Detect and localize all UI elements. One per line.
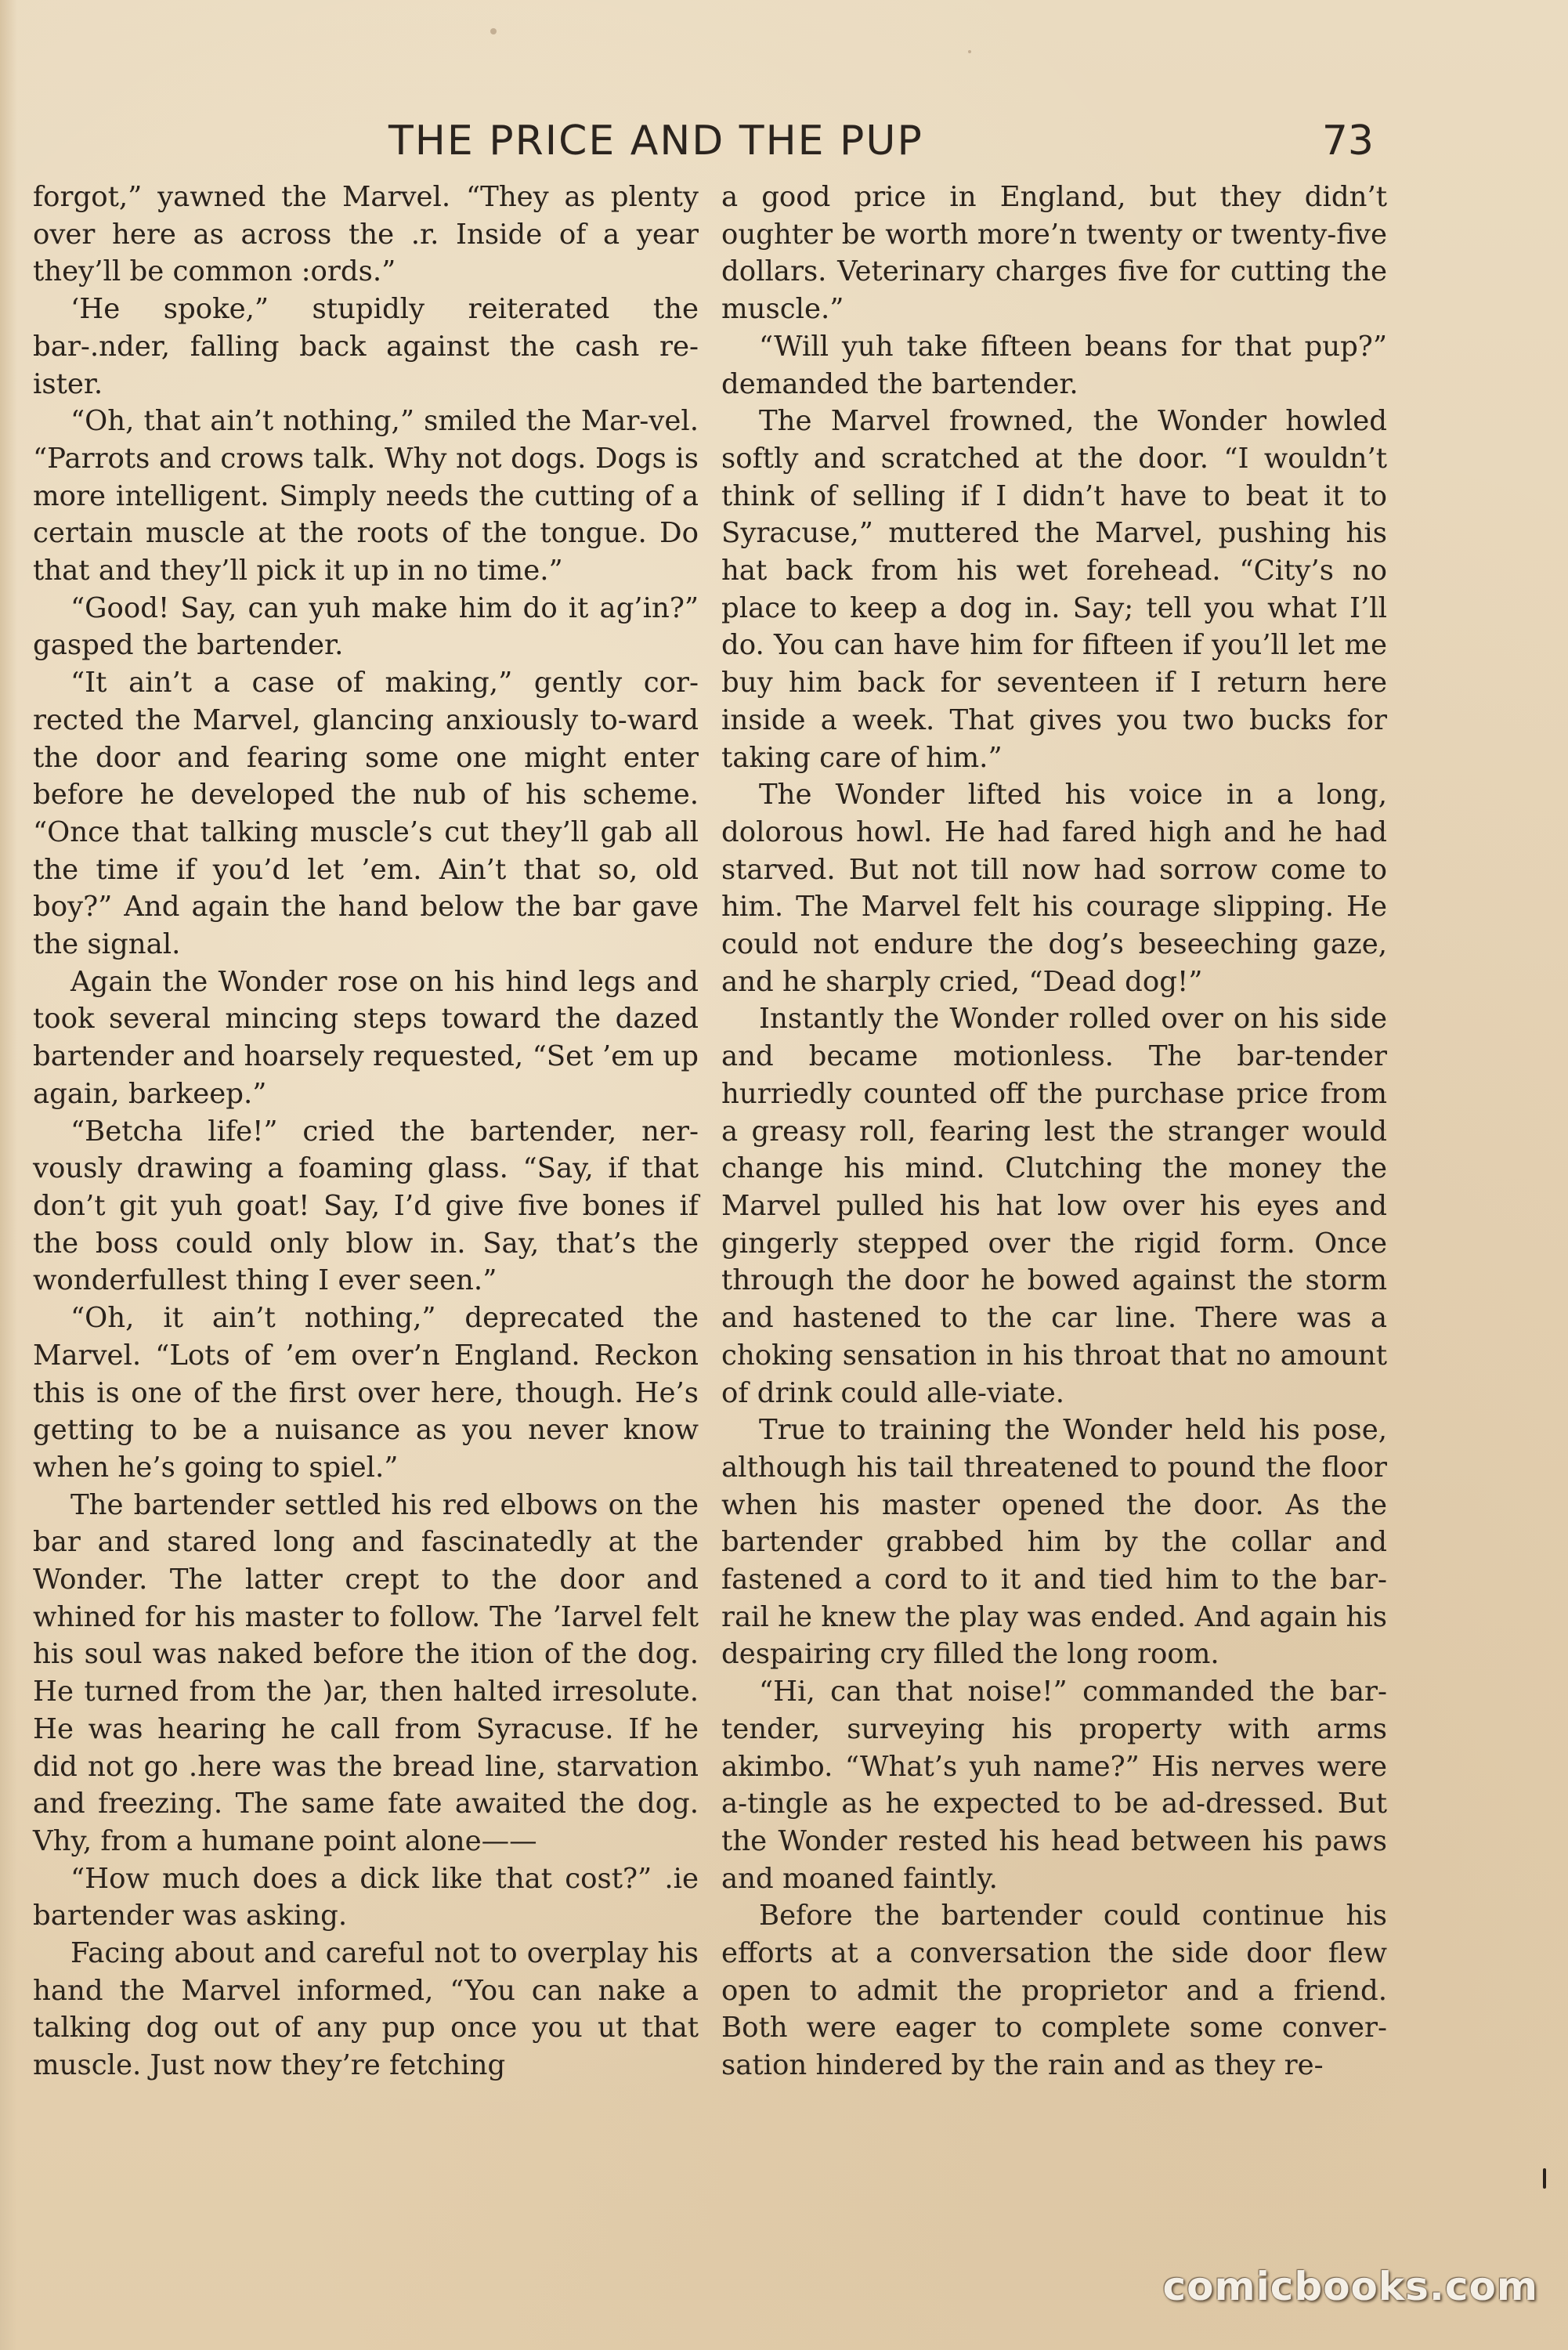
paragraph: “Oh, that ain’t nothing,” smiled the Mar-vel. “Parrots and crows talk. Why not dogs. Dogs is more intelligent. Simply needs the cutting of a certain muscle at the roots of the tongue. Do that and they’ll pick it up in no time.” (33, 405, 699, 588)
page-title: THE PRICE AND THE PUP (388, 118, 923, 164)
site-watermark: comicbooks.com (1162, 2264, 1538, 2309)
paragraph: “Betcha life!” cried the bartender, ner-vously drawing a foaming glass. “Say, if that don’t git yuh goat! Say, I’d give five bones if the boss could only blow in. Say, that’s the wonderfullest thing I ever seen.” (33, 1115, 699, 1297)
page-tear-mark (1543, 2168, 1546, 2189)
paragraph: “Will yuh take fifteen beans for that pup?” demanded the bartender. (721, 330, 1387, 400)
ink-speck (968, 50, 971, 53)
paragraph: ‘He spoke,” stupidly reiterated the bar-.nder, falling back against the cash re-ister. (33, 293, 699, 400)
paragraph: The Marvel frowned, the Wonder howled softly and scratched at the door. “I wouldn’t think of selling if I didn’t have to beat it to Syracuse,” muttered the Marvel, pushing his hat back from his wet forehead. “City’s no place to keep a dog in. Say; tell you what I’ll do. You can have him for fifteen if you’ll let me buy him back for seventeen if I return here inside a week. That gives you two bucks for taking care of him.” (721, 405, 1387, 774)
paragraph: Instantly the Wonder rolled over on his side and became motionless. The bar-tender hurriedly counted off the purchase price from a greasy roll, fearing lest the stranger would change his mind. Clutching the money the Marvel pulled his hat low over his eyes and gingerly stepped over the rigid form. Once through the door he bowed against the storm and hastened to the car line. There was a choking sensation in his throat that no amount of drink could alle-viate. (721, 1003, 1387, 1409)
paragraph: a good price in England, but they didn’t oughter be worth more’n twenty or twenty-five dollars. Veterinary charges five for cutting the muscle.” (721, 181, 1387, 326)
paragraph: Before the bartender could continue his efforts at a conversation the side door flew open to admit the proprietor and a friend. Both were eager to complete some conver-sation hindered by the rain and as they re- (721, 1900, 1387, 2082)
paragraph: True to training the Wonder held his pose, although his tail threatened to pound the floor when his master opened the door. As the bartender grabbed him by the collar and fastened a cord to it and tied him to the bar-rail he knew the play was ended. And again his despairing cry filled the long room. (721, 1414, 1387, 1671)
page-number: 73 (1321, 118, 1374, 164)
paragraph: “It ain’t a case of making,” gently cor-rected the Marvel, glancing anxiously to-ward the door and fearing some one might enter before he developed the nub of his scheme. “Once that talking muscle’s cut they’ll gab all the time if you’d let ’em. Ain’t that so, old boy?” And again the hand below the bar gave the signal. (33, 667, 699, 961)
paragraph: “Hi, can that noise!” commanded the bar-tender, surveying his property with arms akimbo. “What’s yuh name?” His nerves were a-tingle as he expected to be ad-dressed. But the Wonder rested his head between his paws and moaned faintly. (721, 1676, 1387, 1895)
right-column (721, 179, 1387, 2084)
paragraph: “Oh, it ain’t nothing,” deprecated the Marvel. “Lots of ’em over’n England. Reckon this is one of the first over here, though. He’s getting to be a nuisance as you never know when he’s going to spiel.” (33, 1302, 699, 1484)
paragraph: The Wonder lifted his voice in a long, dolorous howl. He had fared high and he had starved. But not till now had sorrow come to him. The Marvel felt his courage slipping. He could not endure the dog’s beseeching gaze, and he sharply cried, “Dead dog!” (721, 779, 1387, 998)
paragraph: “Good! Say, can yuh make him do it ag’in?” gasped the bartender. (33, 591, 699, 662)
paragraph: forgot,” yawned the Marvel. “They as plenty over here as across the .r. Inside of a year they’ll be common :ords.” (33, 181, 699, 288)
paragraph: The bartender settled his red elbows on the bar and stared long and fascinatedly at the Wonder. The latter crept to the door and whined for his master to follow. The ʼIarvel felt his soul was naked before the ition of the dog. He turned from the )ar, then halted irresolute. He was hearing he call from Syracuse. If he did not go .here was the bread line, starvation and freezing. The same fate awaited the dog. Vhy, from a humane point alone—— (33, 1488, 699, 1857)
paragraph: Facing about and careful not to overplay his hand the Marvel informed, “You can nake a talking dog out of any pup once you ut that muscle. Just now they’re fetching (33, 1937, 699, 2082)
running-header (0, 118, 1568, 172)
ink-speck (490, 28, 497, 34)
paragraph: “How much does a dick like that cost?” .ie bartender was asking. (33, 1862, 699, 1932)
left-column (33, 179, 699, 2084)
paragraph: Again the Wonder rose on his hind legs and took several mincing steps toward the dazed bartender and hoarsely requested, “Set ’em up again, barkeep.” (33, 965, 699, 1110)
page-edge-shadow (0, 0, 17, 2350)
